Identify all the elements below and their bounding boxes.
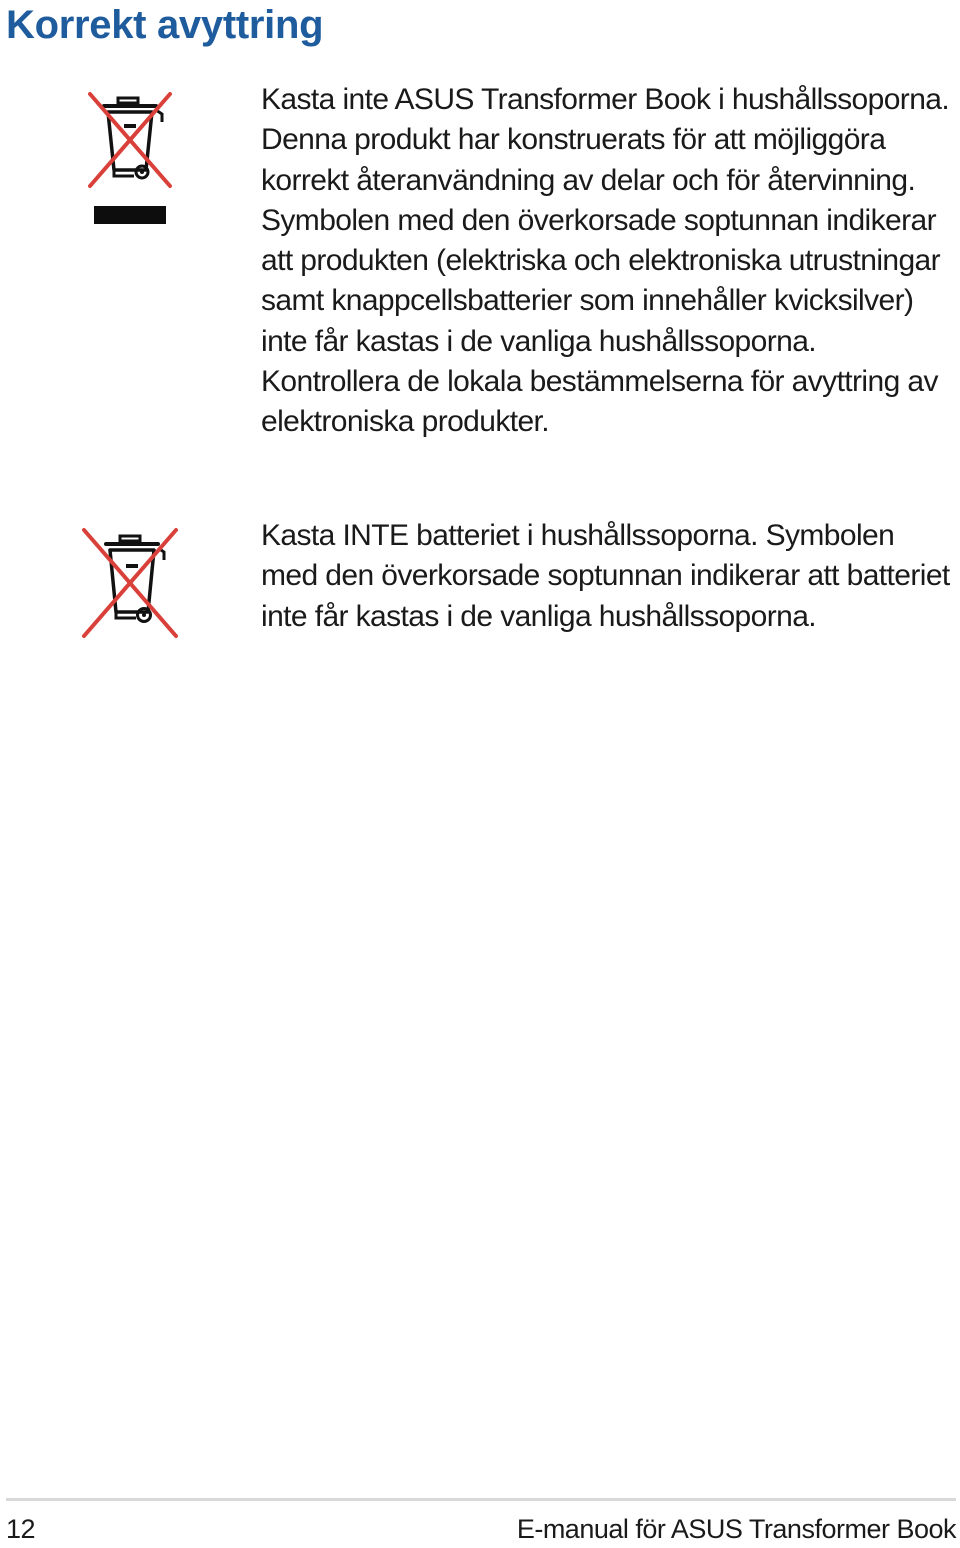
crossed-out-wheelie-bin-icon: [78, 522, 182, 642]
manual-title: E-manual för ASUS Transformer Book: [516, 1514, 956, 1544]
battery-disposal-paragraph: Kasta INTE batteriet i hushållssoporna. Symbolen med den överkorsade soptunnan indikerar att batteriet inte får kastas i de vanliga hushållssoporna.: [261, 519, 950, 633]
footer-divider: [6, 1498, 956, 1501]
disposal-paragraph: Kasta inte ASUS Transformer Book i hushållssoporna. Denna produkt har konstruerats för att möjliggöra korrekt återanvändning av delar och för återvinning. Symbolen med den överkorsade soptunnan indikerar att produkten (elektriska och elektroniska utrustningar samt knappcellsbatterier som innehåller kvicksilver) inte får kastas i de vanliga hushållssoporna. Kontrollera de lokala bestämmelserna för avyttring av elektroniska produkter.: [261, 83, 950, 439]
page-number: 12: [6, 1514, 36, 1544]
crossed-out-wheelie-bin-with-bar-icon: [84, 88, 176, 230]
page-title: Korrekt avyttring: [6, 3, 324, 47]
